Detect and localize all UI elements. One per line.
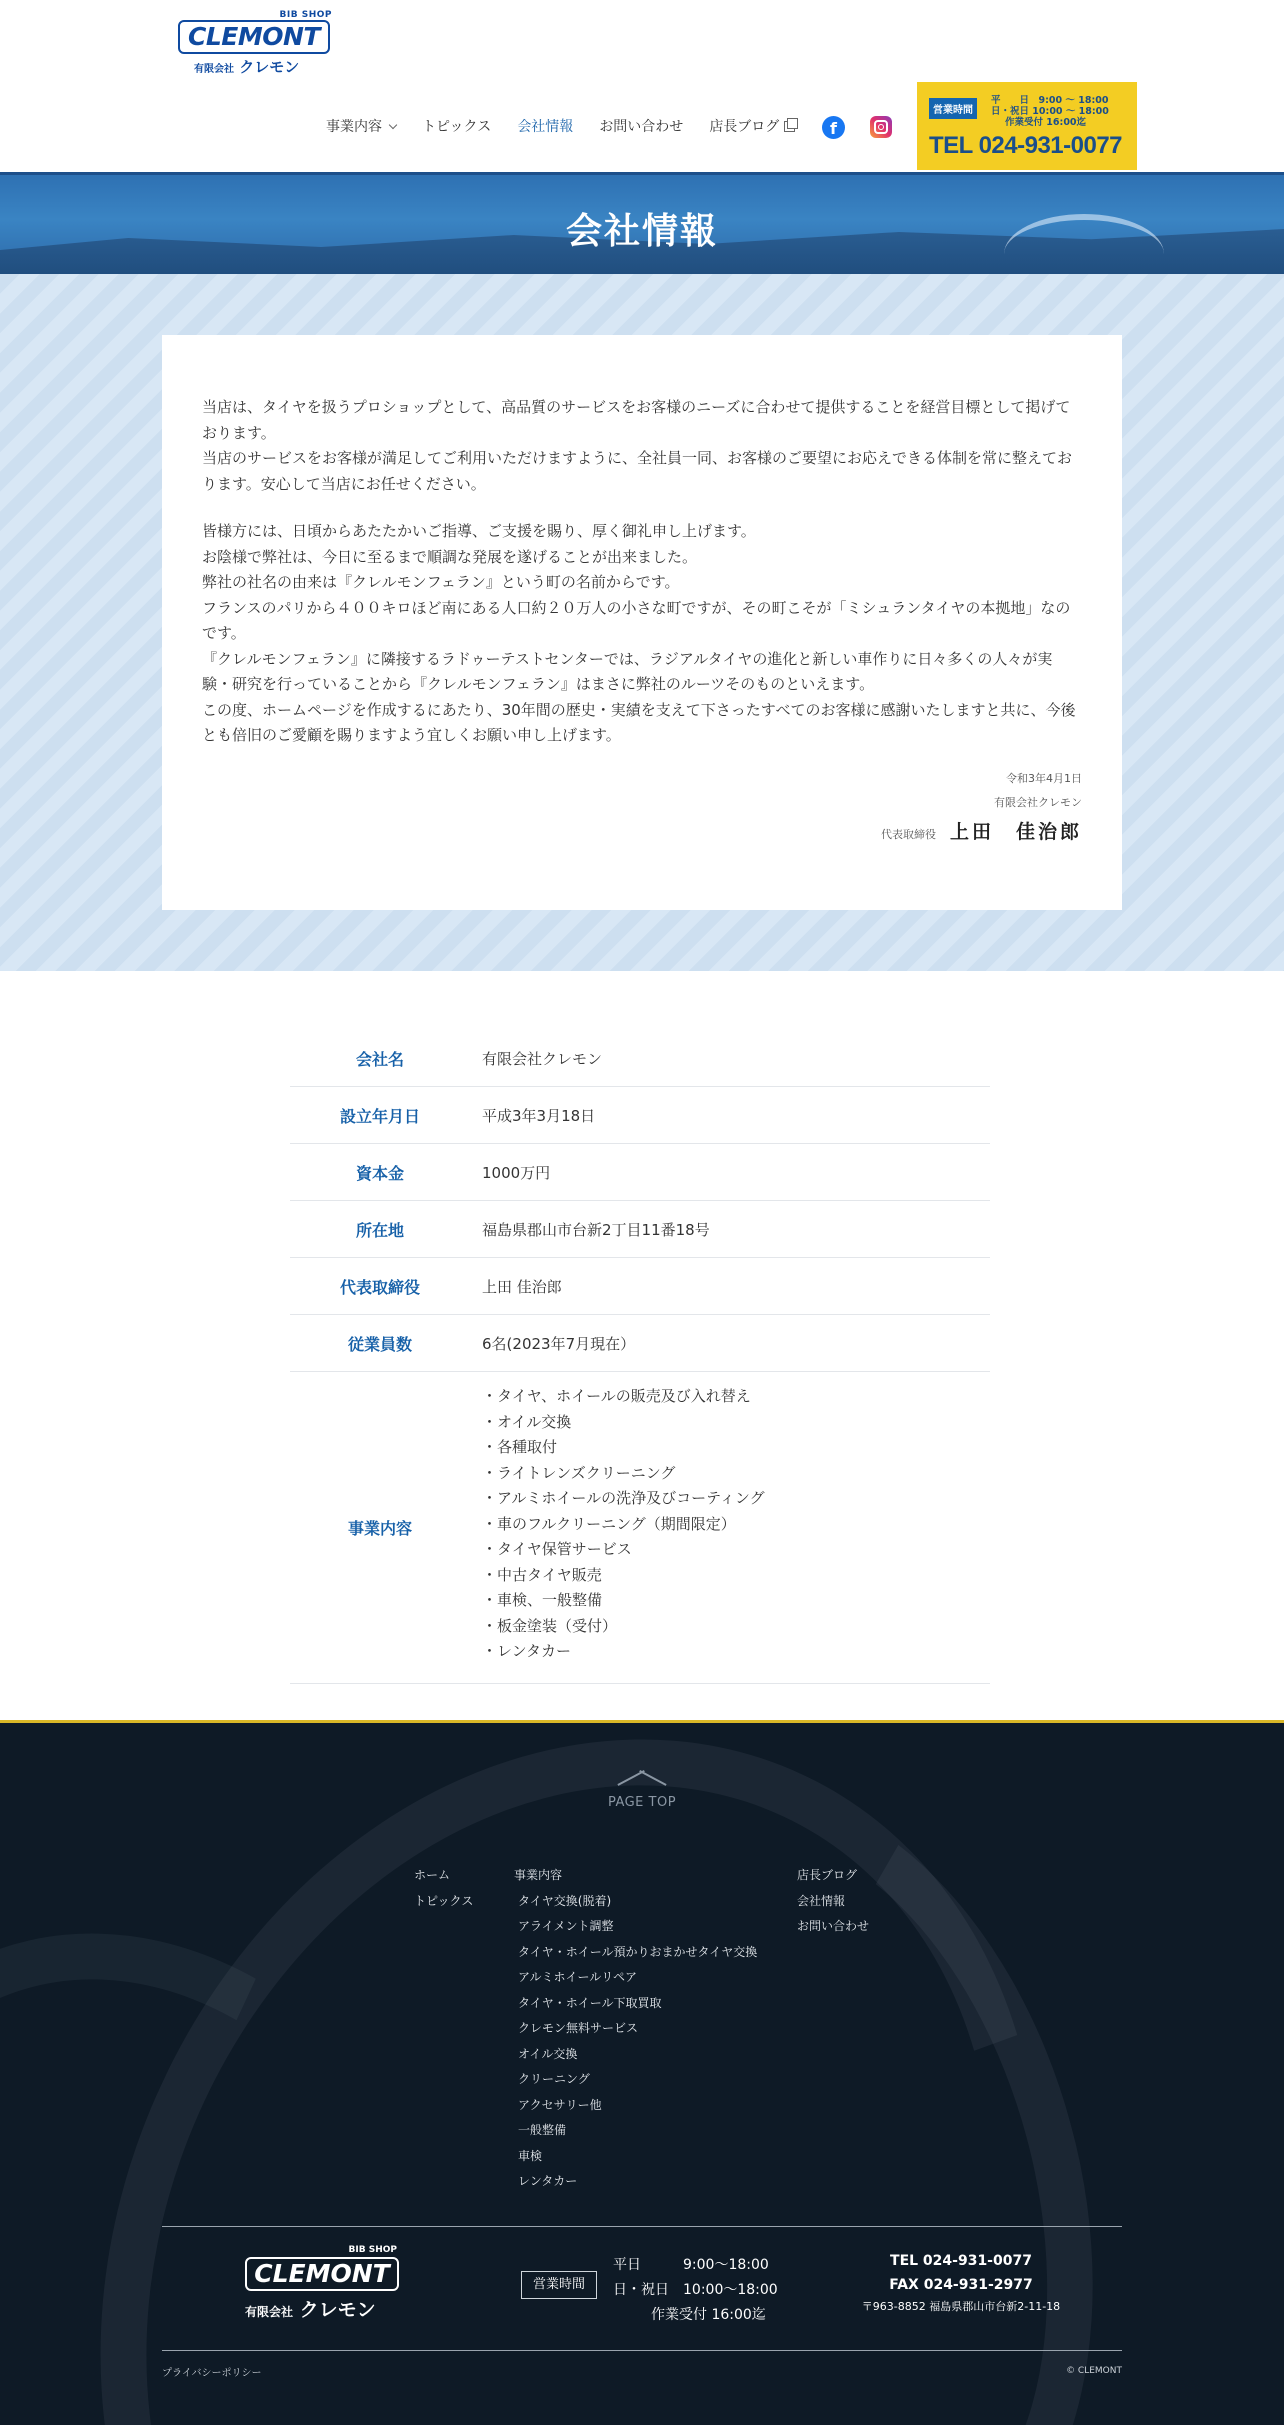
footer-hours-holiday: [613, 2278, 813, 2303]
hours-line-reception: 作業受付 16:00迄: [1005, 117, 1087, 128]
logo-company-name: クレモン: [239, 58, 300, 76]
footer-divider: [162, 2226, 1122, 2227]
logo-company: [194, 56, 299, 77]
logo-bib-text: BIB SHOP: [279, 10, 332, 20]
weekday-key: 平日: [613, 2257, 641, 2273]
site-footer: [0, 1720, 1284, 2425]
signature-company: 有限会社クレモン: [994, 796, 1082, 809]
nav-blog-label: 店長ブログ: [709, 119, 780, 135]
list-item: ・車検、一般整備: [482, 1591, 603, 1609]
table-row: [290, 1258, 990, 1315]
footer-logo-company: [245, 2295, 376, 2322]
holiday-value: 10:00〜18:00: [683, 2282, 778, 2298]
list-item: ・レンタカー: [482, 1642, 572, 1660]
hours-badge: 営業時間: [929, 98, 977, 119]
footer-contact: [850, 2249, 1072, 2317]
footer-sublink[interactable]: クレモン無料サービス: [518, 2021, 639, 2035]
table-row: [290, 1144, 990, 1201]
footer-sublink[interactable]: タイヤ交換(脱着): [518, 1893, 612, 1908]
hours-line-weekday: 平 日 9:00 〜 18:00: [991, 95, 1109, 106]
list-item: ・タイヤ、ホイールの販売及び入れ替え: [482, 1387, 751, 1405]
row-label: 会社名: [355, 1049, 404, 1069]
footer-nav-col-3: [797, 1863, 869, 1940]
footer-nav-col-1: [414, 1863, 473, 1914]
table-row: [290, 1087, 990, 1144]
footer-link-topics[interactable]: トピックス: [414, 1893, 474, 1908]
page-title-banner: [0, 172, 1284, 274]
site-logo[interactable]: [176, 10, 336, 74]
row-label: 資本金: [355, 1163, 404, 1183]
nav-topics[interactable]: トピックス: [422, 119, 492, 135]
greeting-paragraph: 当店のサービスをお客様が満足してご利用いただけますように、全社員一同、お客様のご要望にお応えできる体制を常に整えております。安心して当店にお任せください。: [202, 449, 1073, 493]
table-row: [290, 1315, 990, 1372]
copyright: © CLEMONT: [1066, 2366, 1122, 2376]
row-label: 設立年月日: [339, 1106, 420, 1126]
signature-title: 代表取締役: [880, 828, 936, 841]
logo-brand: CLEMONT: [178, 20, 330, 54]
footer-sublink[interactable]: 一般整備: [518, 2123, 567, 2137]
footer-logo-company-prefix: 有限会社: [245, 2305, 294, 2319]
nav-business[interactable]: [326, 116, 396, 136]
footer-link-home[interactable]: ホーム: [414, 1868, 451, 1882]
footer-nav-col-2: [514, 1863, 757, 2195]
footer-hours-badge: 営業時間: [521, 2271, 597, 2299]
table-row-business: [290, 1372, 990, 1684]
row-label: 従業員数: [347, 1334, 412, 1354]
greeting-paragraph: お陰様で弊社は、今日に至るまで順調な発展を遂げることが出来ました。: [202, 547, 698, 566]
weekday-value: 9:00〜18:00: [683, 2257, 769, 2273]
business-list: [482, 1384, 765, 1665]
footer-logo-company-name: クレモン: [299, 2299, 376, 2321]
nav-business-label: 事業内容: [326, 119, 382, 135]
paragraph-gap: [202, 497, 1082, 519]
list-item: ・オイル交換: [482, 1412, 572, 1431]
chevron-up-icon: [616, 1765, 668, 1791]
hours-lines: [991, 95, 1109, 128]
logo-company-prefix: 有限会社: [194, 64, 234, 75]
footer-logo-bib: BIB SHOP: [348, 2245, 397, 2255]
greeting-paragraph: 弊社の社名の由来は『クレルモンフェラン』という町の名前からです。: [202, 573, 680, 591]
footer-fax: FAX 024-931-2977: [889, 2277, 1033, 2293]
greeting-paragraph: フランスのパリから４００キロほど南にある人口約２０万人の小さな町ですが、その町こそが「ミシュランタイヤの本拠地」なのです。: [202, 598, 1071, 642]
footer-link-blog[interactable]: 店長ブログ: [797, 1868, 858, 1882]
table-row: [290, 1030, 990, 1087]
company-info-table: [290, 1030, 990, 1684]
holiday-key: 日・祝日: [613, 2282, 669, 2298]
instagram-icon[interactable]: [870, 116, 892, 138]
greeting-paragraph: 皆様方には、日頃からあたたかいご指導、ご支援を賜り、厚く御礼申し上げます。: [202, 522, 756, 540]
page-title: 会社情報: [565, 211, 718, 252]
footer-link-business[interactable]: 事業内容: [514, 1868, 563, 1882]
footer-logo-brand: CLEMONT: [245, 2257, 399, 2291]
hours-line-holiday: 日・祝日 10:00 〜 18:00: [991, 106, 1109, 117]
footer-sublink[interactable]: アライメント調整: [518, 1919, 614, 1933]
list-item: ・板金塗装（受付）: [482, 1616, 618, 1635]
footer-sublink[interactable]: クリーニング: [518, 2072, 590, 2086]
greeting-signature: [881, 767, 1082, 844]
footer-logo[interactable]: [243, 2245, 403, 2319]
nav-contact[interactable]: お問い合わせ: [599, 119, 684, 135]
footer-sublink[interactable]: アクセサリー他: [518, 2097, 602, 2112]
greeting-paragraph: 当店は、タイヤを扱うプロショップとして、高品質のサービスをお客様のニーズに合わせて提供することを経営目標として掲げております。: [202, 398, 1071, 442]
chevron-down-icon: [389, 121, 397, 129]
header-hours-box[interactable]: [917, 82, 1137, 170]
footer-sublink[interactable]: アルミホイールリペア: [518, 1970, 638, 1984]
facebook-icon[interactable]: f: [822, 116, 845, 139]
footer-hours-weekday: [613, 2253, 813, 2278]
row-value: 上田 佳治郎: [482, 1277, 562, 1296]
footer-tel[interactable]: TEL 024-931-0077: [890, 2253, 1032, 2269]
footer-sublink[interactable]: タイヤ・ホイール預かりおまかせタイヤ交換: [518, 1944, 758, 1959]
footer-divider: [162, 2350, 1122, 2351]
nav-blog[interactable]: [709, 116, 795, 136]
page-top-label: PAGE TOP: [607, 1795, 677, 1810]
greeting-paragraph: 『クレルモンフェラン』に隣接するラドゥーテストセンターでは、ラジアルタイヤの進化と新しい車作りに日々多くの人々が実験・研究を行っていることから『クレルモンフェラン』はまさに弊社のルーツそのものといえます。: [202, 649, 1053, 693]
signature-name: 上田 佳治郎: [949, 821, 1082, 843]
nav-company[interactable]: 会社情報: [517, 119, 574, 135]
greeting-section: [0, 274, 1284, 971]
signature-line: [881, 817, 1082, 844]
list-item: ・中古タイヤ販売: [482, 1565, 602, 1584]
footer-sublink[interactable]: オイル交換: [518, 2046, 578, 2061]
row-value: 6名(2023年7月現在）: [482, 1334, 636, 1353]
footer-link-contact[interactable]: お問い合わせ: [797, 1919, 870, 1933]
row-value: 福島県郡山市台新2丁目11番18号: [482, 1220, 710, 1239]
signature-date: 令和3年4月1日: [1006, 772, 1082, 785]
privacy-policy-link[interactable]: プライバシーポリシー: [162, 2368, 262, 2379]
row-value: 平成3年3月18日: [482, 1106, 596, 1125]
row-value: [470, 1372, 990, 1683]
row-value: 1000万円: [482, 1163, 551, 1182]
footer-sublink[interactable]: タイヤ・ホイール下取買取: [518, 1995, 662, 2010]
footer-address: 〒963-8852 福島県郡山市台新2-11-18: [861, 2300, 1061, 2313]
page-top-button[interactable]: [592, 1765, 692, 1810]
table-row: [290, 1201, 990, 1258]
list-item: ・各種取付: [482, 1438, 558, 1456]
list-item: ・アルミホイールの洗浄及びコーティング: [482, 1489, 765, 1507]
footer-hours-rows: [613, 2253, 813, 2328]
footer-sublink[interactable]: 車検: [518, 2148, 543, 2163]
greeting-paragraph: この度、ホームページを作成するにあたり、30年間の歴史・実績を支えて下さったすべてのお客様に感謝いたしますと共に、今後とも倍旧のご愛顧を賜りますよう宜しくお願い申し上げます。: [202, 700, 1076, 744]
external-link-icon: [784, 121, 795, 132]
list-item: ・車のフルクリーニング（期間限定）: [482, 1514, 736, 1533]
list-item: ・ライトレンズクリーニング: [482, 1463, 676, 1482]
row-label: 代表取締役: [339, 1277, 420, 1297]
footer-hours-reception: 作業受付 16:00迄: [651, 2307, 766, 2323]
site-header: [0, 0, 1284, 172]
greeting-card: [162, 335, 1122, 910]
row-value: 有限会社クレモン: [482, 1049, 603, 1068]
main-nav: [326, 116, 821, 136]
footer-sublink[interactable]: レンタカー: [518, 2174, 578, 2188]
list-item: ・タイヤ保管サービス: [482, 1540, 632, 1558]
row-label: 事業内容: [347, 1519, 412, 1538]
header-tel: TEL 024-931-0077: [929, 132, 1123, 159]
row-label: 所在地: [355, 1220, 404, 1240]
footer-link-company[interactable]: 会社情報: [797, 1893, 846, 1908]
